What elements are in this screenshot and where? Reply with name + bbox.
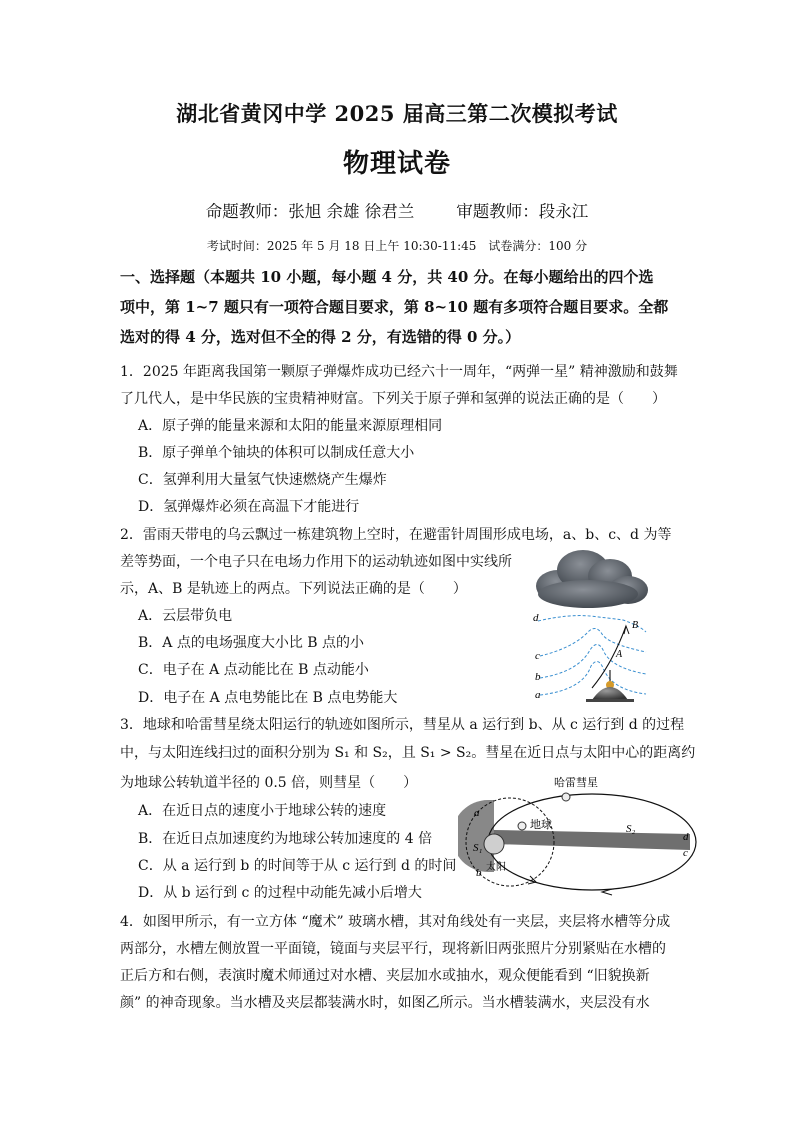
label-B: B xyxy=(632,620,639,631)
label-d: d xyxy=(533,612,539,624)
q3-option-d: D．从 b 运行到 c 的过程中动能先减小后增大 xyxy=(138,885,422,901)
q3-option-a: A．在近日点的速度小于地球公转的速度 xyxy=(138,803,387,819)
question-4-text: 4．如图甲所示，有一立方体 “魔术” 玻璃水槽，其对角线处有一夹层，夹层将水槽等分成 xyxy=(120,914,671,930)
q2-option-a: A．云层带负电 xyxy=(138,608,233,624)
question-3-text: 3．地球和哈雷彗星绕太阳运行的轨迹如图所示，彗星从 a 运行到 b、从 c 运行到 d 的过程 xyxy=(120,717,685,733)
section-heading-line: 一、选择题（本题共 10 小题，每小题 4 分，共 40 分。在每小题给出的四个选 xyxy=(120,268,654,286)
q3-option-b: B．在近日点加速度约为地球公转加速度的 4 倍 xyxy=(138,831,433,847)
building-dome xyxy=(592,687,628,700)
section-heading-line: 选对的得 4 分，选对但不全的得 2 分，有选错的得 0 分。） xyxy=(120,328,521,346)
subject-title: 物理试卷 xyxy=(342,149,451,179)
area-s2 xyxy=(494,830,690,850)
question-4-text: 颜” 的神奇现象。当水槽及夹层都装满水时，如图乙所示。当水槽装满水，夹层没有水 xyxy=(120,995,650,1011)
q2-option-b: B．A 点的电场强度大小比 B 点的小 xyxy=(138,635,365,651)
question-2-text: 2．雷雨天带电的乌云飘过一栋建筑物上空时，在避雷针周围形成电场，a、b、c、d 为等 xyxy=(120,527,672,543)
question-4-text: 两部分，水槽左侧放置一平面镜，镜面与夹层平行，现将新旧两张照片分别紧贴在水槽的 xyxy=(120,941,666,957)
label-c: c xyxy=(535,650,540,662)
question-2-text: 差等势面，一个电子只在电场力作用下的运动轨迹如图中实线所 xyxy=(120,554,512,570)
earth-icon xyxy=(518,822,526,830)
question-3-text: 中，与太阳连线扫过的面积分别为 S₁ 和 S₂，且 S₁ > S₂。彗星在近日点与太阳中心的距离约 xyxy=(120,745,696,761)
label-earth: 地球 xyxy=(530,818,552,831)
q1-option-c: C．氢弹利用大量氢气快速燃烧产生爆炸 xyxy=(138,472,387,488)
question-3-text: 为地球公转轨道半径的 0.5 倍，则彗星（ ） xyxy=(120,775,418,791)
q1-option-b: B．原子弹单个铀块的体积可以制成任意大小 xyxy=(138,445,415,461)
question-1-text: 了几代人，是中华民族的宝贵精神财富。下列关于原子弹和氢弹的说法正确的是（ ） xyxy=(120,391,666,407)
label-d: d xyxy=(683,831,689,843)
label-A: A xyxy=(616,649,623,660)
label-b: b xyxy=(476,867,482,879)
comet-icon xyxy=(562,793,570,801)
author-label: 命题教师：张旭 余雄 徐君兰 xyxy=(205,202,415,221)
q1-option-a: A．原子弹的能量来源和太阳的能量来源原理相同 xyxy=(138,418,443,434)
label-s1: S₁ xyxy=(473,842,483,854)
q2-option-d: D．电子在 A 点电势能比在 B 点电势能大 xyxy=(138,690,398,706)
cloud-icon xyxy=(536,550,648,608)
reviewer-label: 审题教师：段永江 xyxy=(456,202,589,221)
section-heading-line: 项中，第 1~7 题只有一项符合题目要求，第 8~10 题有多项符合题目要求。全都 xyxy=(120,298,669,316)
label-comet: 哈雷彗星 xyxy=(554,776,598,789)
q3-figure xyxy=(458,772,698,898)
sun-icon xyxy=(484,834,504,854)
label-a: a xyxy=(535,689,541,701)
question-2-text: 示，A、B 是轨迹上的两点。下列说法正确的是（ ） xyxy=(120,581,467,597)
label-sun: 太阳 xyxy=(486,862,506,873)
q2-option-c: C．电子在 A 点动能比在 B 点动能小 xyxy=(138,662,369,678)
question-4-text: 正后方和右侧，表演时魔术师通过对水槽、夹层加水或抽水，观众便能看到 “旧貌换新 xyxy=(120,968,650,984)
q1-option-d: D．氢弹爆炸必须在高温下才能进行 xyxy=(138,499,360,515)
label-s2: S₂ xyxy=(626,823,636,835)
label-c: c xyxy=(683,847,688,859)
question-1-text: 1．2025 年距离我国第一颗原子弹爆炸成功已经六十一周年，“两弹一星” 精神激励和鼓舞 xyxy=(120,364,678,380)
equipotential-lines xyxy=(538,616,646,695)
exam-info: 考试时间：2025 年 5 月 18 日上午 10:30-11:45 试卷满分：100 分 xyxy=(206,239,588,253)
q2-figure xyxy=(528,548,663,708)
label-a: a xyxy=(474,807,480,819)
school-title: 湖北省黄冈中学 2025 届高三第二次模拟考试 xyxy=(176,101,618,126)
teacher-line xyxy=(0,198,794,222)
q3-option-c: C．从 a 运行到 b 的时间等于从 c 运行到 d 的时间 xyxy=(138,858,457,874)
label-b: b xyxy=(535,671,541,683)
